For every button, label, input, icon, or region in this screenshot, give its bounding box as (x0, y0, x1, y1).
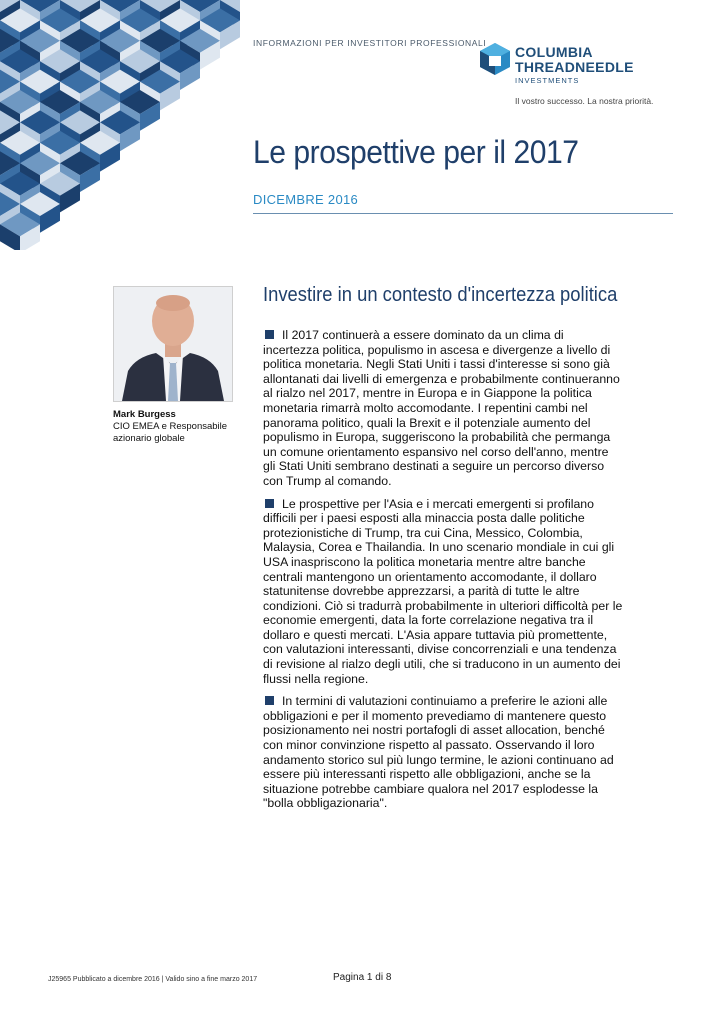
square-bullet-icon (265, 499, 274, 508)
square-bullet-icon (265, 696, 274, 705)
article-body (263, 328, 623, 819)
paragraph-text: In termini di valutazioni continuiamo a preferire le azioni alle obbligazioni e per il momento prevediamo di mantenere questo posizionamento nei nostri portafogli di asset allocation, benché con minor convinzione rispetto al passato. Osservando il loro andamento storico sul più lungo termine, le azioni continuano ad essere più interessanti rispetto alle obbligazioni, anche se la situazione potrebbe cambiare qualora nel 2017 esplodesse la "bolla obbligazionaria". (263, 694, 614, 811)
audience-label: INFORMAZIONI PER INVESTITORI PROFESSIONALI (253, 38, 487, 48)
author-photo (113, 286, 233, 402)
paragraph-text: Le prospettive per l'Asia e i mercati emergenti si profilano difficili per i paesi esposti alla minaccia posta dalle politiche protezionistiche di Trump, tra cui Cina, Messico, Colombia, Malaysia, Corea e Thailandia. In uno scenario mondiale in cui gli USA inaspriscono la politica monetaria mentre altre banche centrali mantengono un orientamento accomodante, il dollaro statunitense dovrebbe apprezzarsi, a parità di tutte le altre condizioni. Ciò si tradurrà probabilmente in ulteriori difficoltà per le economie emergenti, data la forte correlazione negativa tra il dollaro e questi mercati. L'Asia appare tuttavia più promettente, con valutazioni interessanti, divise concorrenziali e una tendenza di revisione al rialzo degli utili, che si traducono in un aumento dei flussi nella regione. (263, 496, 623, 686)
decorative-cube-pattern (0, 0, 240, 250)
paragraph (263, 328, 623, 489)
logo-text-line3: INVESTMENTS (515, 76, 580, 85)
author-role: CIO EMEA e Responsabile azionario globale (113, 421, 228, 444)
paragraph-text: Il 2017 continuerà a essere dominato da un clima di incertezza politica, populismo in ascesa e divergenze a livello di politica monetaria. Negli Stati Uniti i tassi d'interesse si sono già allontanati dai livelli di emergenza e probabilmente continueranno al rialzo nel 2017, mentre in Europa e in Giappone la politica monetaria rimarrà molto accomodante. I repentini cambi nel panorama politico, quali la Brexit e il potenziale aumento del populismo in Europa, suggeriscono la probabilità che permanga un comune orientamento espansivo nel corso dell'anno, mentre gli Stati Uniti sembrano destinati a seguire un percorso diverso con Trump al comando. (263, 328, 620, 488)
footer-reference: J25965 Pubblicato a dicembre 2016 | Valido sino a fine marzo 2017 (48, 976, 258, 983)
paragraph (263, 497, 623, 687)
tagline: Il vostro successo. La nostra priorità. (515, 96, 654, 106)
page-number: Pagina 1 di 8 (333, 972, 392, 983)
logo-text-line1: COLUMBIA (515, 44, 593, 60)
section-subtitle: Investire in un contesto d'incertezza politica (263, 284, 618, 306)
page-title: Le prospettive per il 2017 (253, 134, 579, 170)
publication-date: DICEMBRE 2016 (253, 192, 359, 207)
author-name: Mark Burgess (113, 409, 176, 420)
paragraph (263, 694, 623, 811)
logo-mark-icon (478, 42, 512, 76)
square-bullet-icon (265, 330, 274, 339)
divider (253, 213, 673, 214)
logo-text-line2: THREADNEEDLE (515, 59, 634, 75)
